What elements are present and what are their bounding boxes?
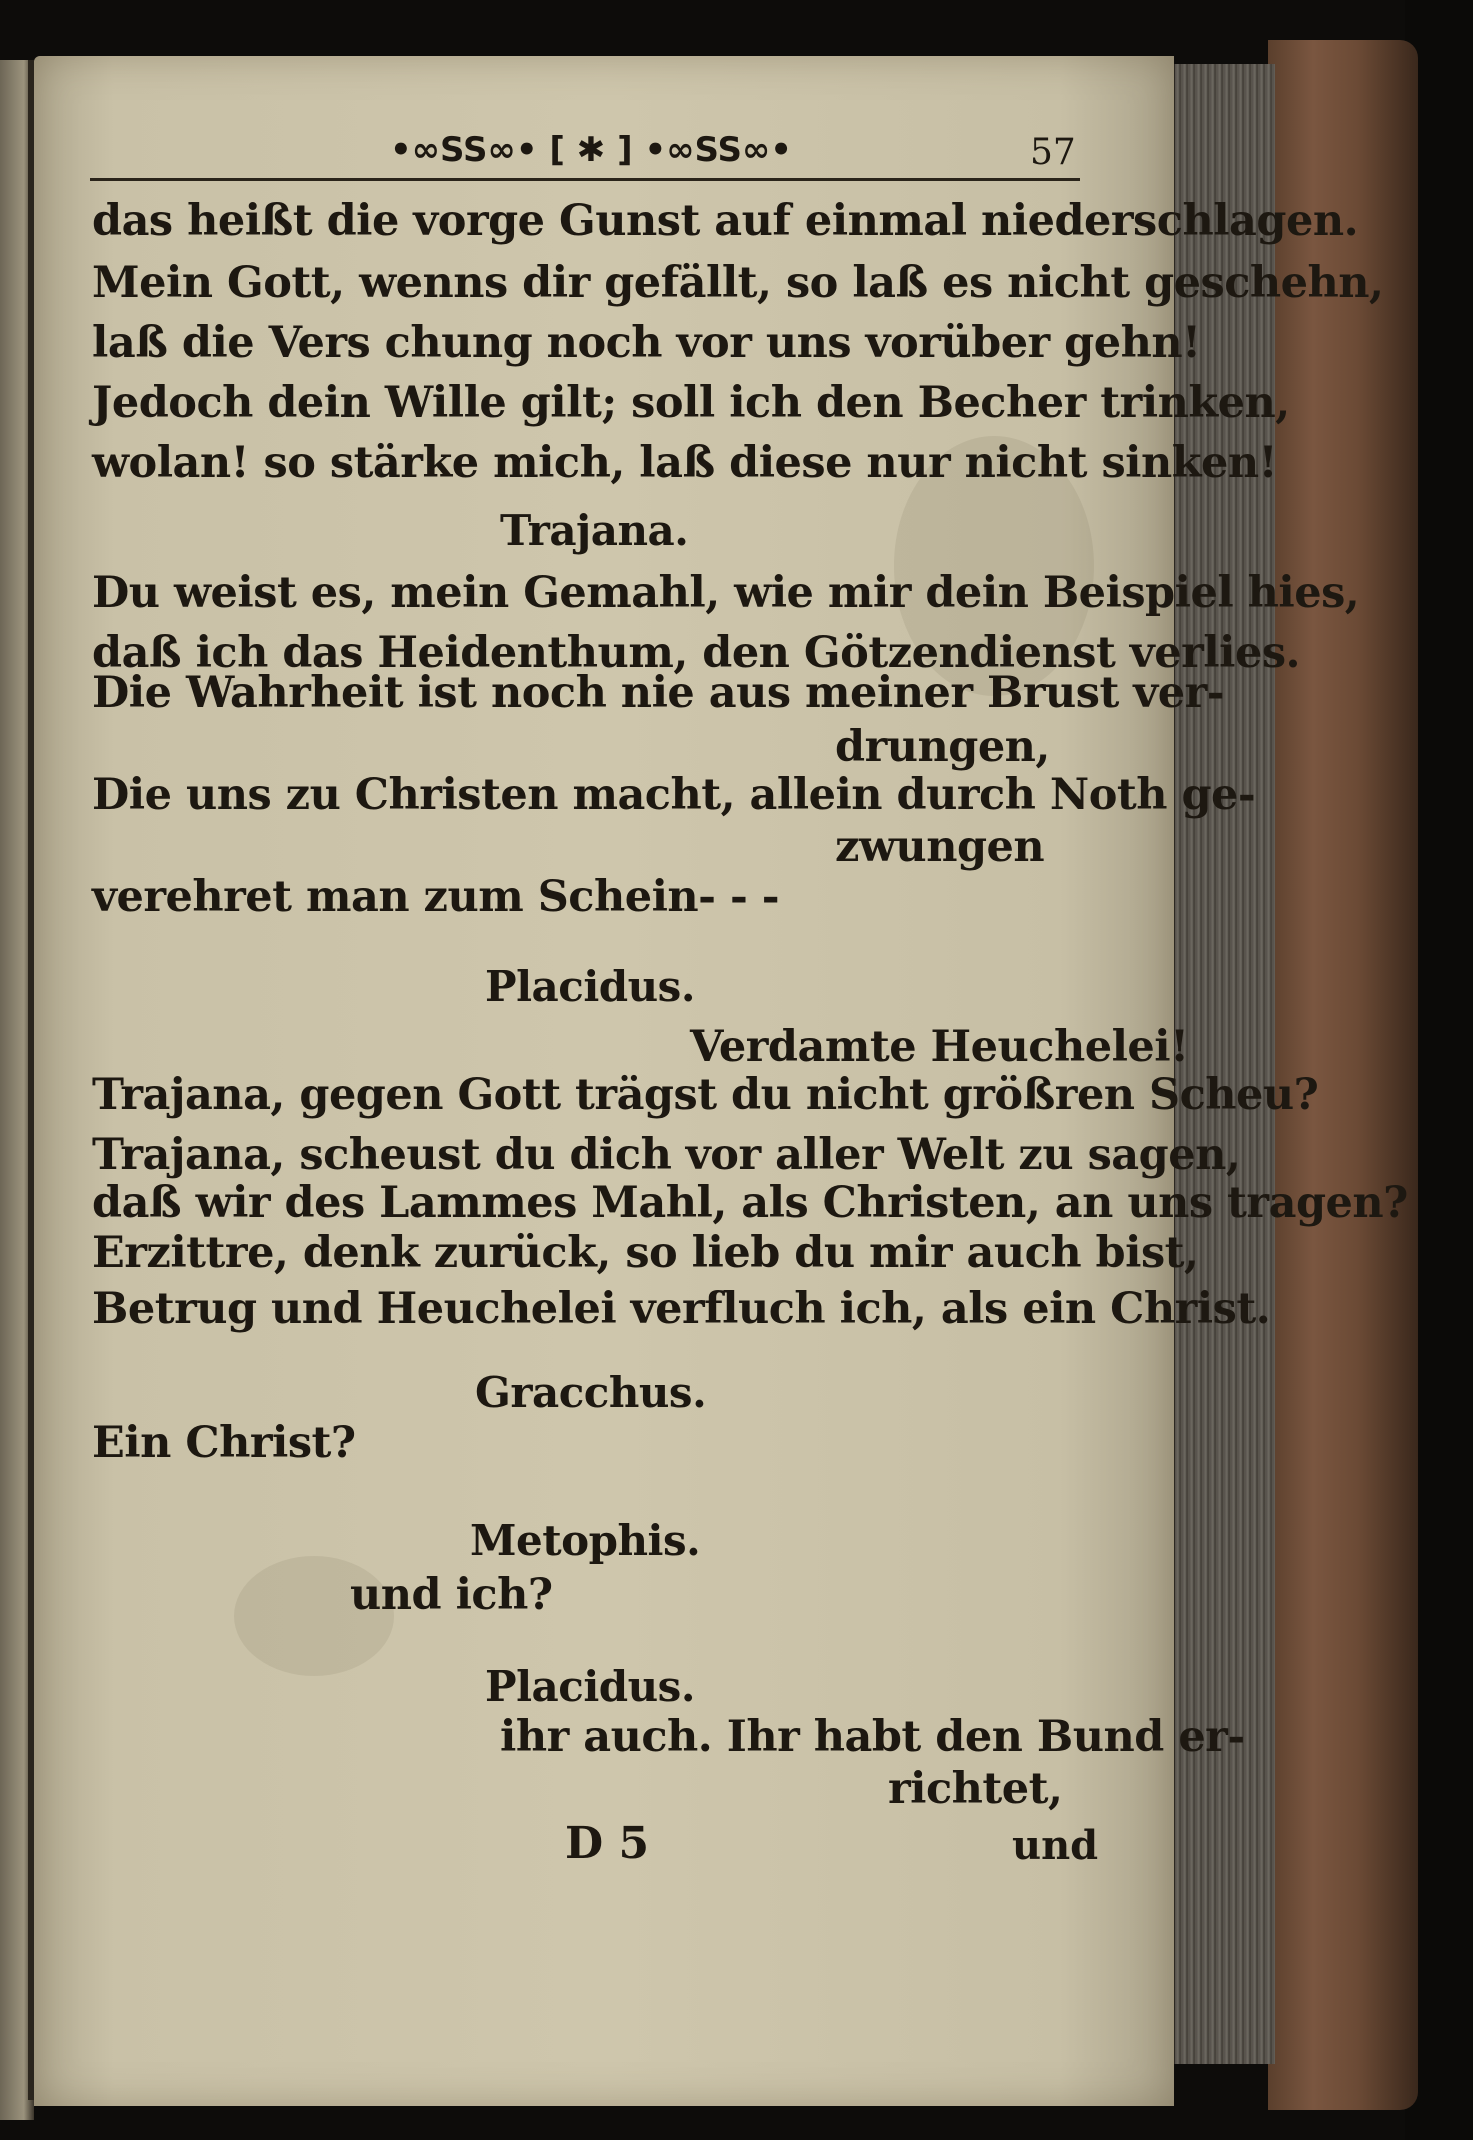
text-line: Ein Christ?	[92, 1418, 356, 1468]
text-line: Betrug und Heuchelei verfluch ich, als ein Christ.	[92, 1284, 1271, 1334]
text-line: das heißt die vorge Gunst auf einmal niederschlagen.	[92, 196, 1359, 246]
speaker-name: Gracchus.	[475, 1368, 707, 1417]
text-line: zwungen	[835, 822, 1045, 872]
speaker-name: Metophis.	[470, 1516, 701, 1565]
text-line: Erzittre, denk zurück, so lieb du mir auch bist,	[92, 1228, 1199, 1278]
running-header	[90, 130, 1080, 180]
header-rule	[90, 178, 1080, 181]
speaker-name: Placidus.	[485, 1662, 695, 1711]
text-line: Trajana, gegen Gott trägst du nicht größren Scheu?	[92, 1070, 1319, 1120]
text-line: Mein Gott, wenns dir gefällt, so laß es nicht geschehn,	[92, 258, 1384, 308]
header-ornament: •∞SS∞• [ ✱ ] •∞SS∞•	[390, 130, 793, 170]
text-line: Jedoch dein Wille gilt; soll ich den Becher trinken,	[92, 378, 1290, 428]
text-line: daß ich das Heidenthum, den Götzendienst verlies.	[92, 628, 1300, 678]
text-line: Trajana, scheust du dich vor aller Welt zu sagen,	[92, 1130, 1241, 1180]
text-line: Die uns zu Christen macht, allein durch Noth ge-	[92, 770, 1256, 820]
speaker-name: Trajana.	[500, 506, 689, 555]
text-line: daß wir des Lammes Mahl, als Christen, an uns tragen?	[92, 1178, 1408, 1228]
text-line: Die Wahrheit ist noch nie aus meiner Brust ver-	[92, 668, 1225, 718]
speaker-name: Placidus.	[485, 962, 695, 1011]
text-line: Du weist es, mein Gemahl, wie mir dein Beispiel hies,	[92, 568, 1360, 618]
text-line: richtet,	[888, 1764, 1063, 1814]
text-line: laß die Vers chung noch vor uns vorüber gehn!	[92, 318, 1201, 368]
page-number: 57	[1030, 132, 1076, 173]
text-line: ihr auch. Ihr habt den Bund er-	[500, 1712, 1245, 1762]
text-line: Verdamte Heuchelei!	[690, 1022, 1189, 1072]
catchword: und	[1012, 1822, 1099, 1869]
text-line: drungen,	[835, 722, 1050, 772]
text-line: verehret man zum Schein- - -	[92, 872, 780, 922]
text-line: und ich?	[350, 1570, 553, 1620]
text-line: wolan! so stärke mich, laß diese nur nicht sinken!	[92, 438, 1278, 488]
signature-mark: D 5	[565, 1818, 650, 1869]
